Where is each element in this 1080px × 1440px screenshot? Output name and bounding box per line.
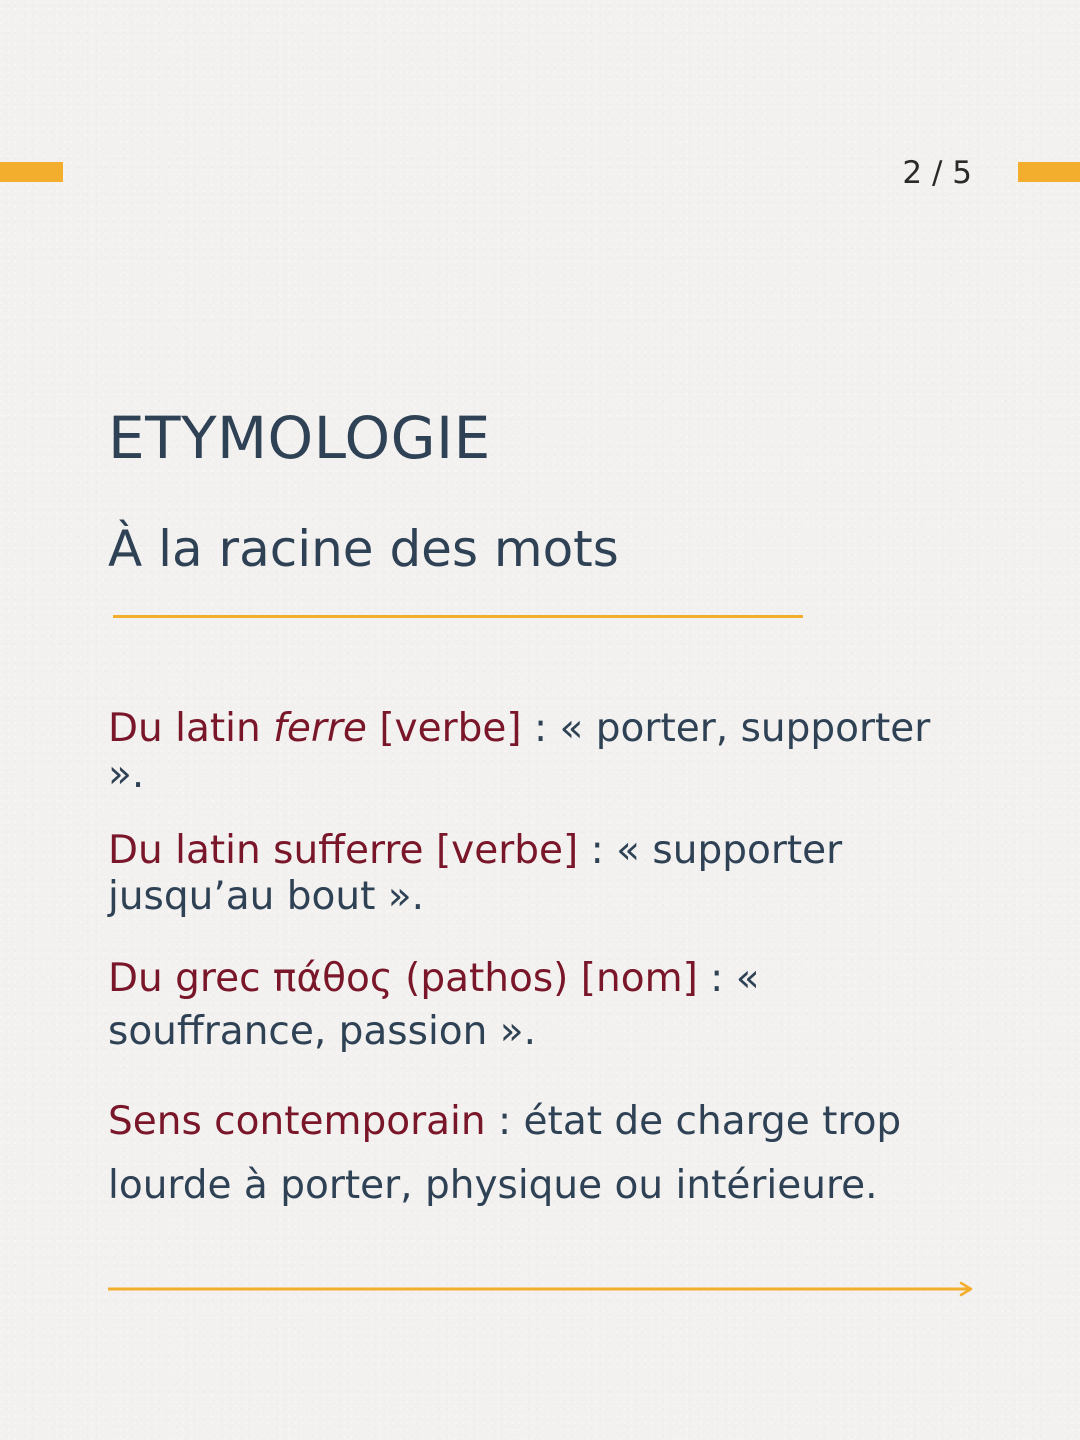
entry-definition: : « souffrance, passion ». — [108, 956, 760, 1054]
entry-definition: : « supporter jusqu’au bout ». — [108, 828, 843, 919]
entry-origin-prefix: Du latin — [108, 706, 274, 751]
entry-definition: : état de charge trop lourde à porter, physique ou intérieure. — [108, 1099, 902, 1208]
entry-origin: Sens contemporain — [108, 1099, 486, 1144]
entry-definition: : « porter, supporter ». — [108, 706, 931, 797]
etymology-entry-contemporary-sense — [108, 1090, 938, 1218]
entry-origin-suffix: [verbe] — [366, 706, 522, 751]
page-indicator: 2 / 5 — [902, 155, 972, 191]
etymology-entry-greek-pathos — [108, 952, 938, 1058]
page-title: ETYMOLOGIE — [108, 404, 491, 472]
left-accent-bar — [0, 162, 63, 182]
entry-origin: Du latin sufferre [verbe] — [108, 828, 579, 873]
etymology-entry-latin-ferre — [108, 706, 938, 798]
page-subtitle: À la racine des mots — [108, 520, 619, 578]
entry-origin — [108, 706, 522, 751]
entry-origin-word: ferre — [273, 706, 367, 751]
etymology-entry-latin-sufferre — [108, 828, 938, 920]
right-accent-bar — [1018, 162, 1080, 182]
right-arrow-icon — [108, 1276, 974, 1302]
entry-origin: Du grec πάθος (pathos) [nom] — [108, 956, 698, 1001]
title-divider — [113, 615, 803, 618]
